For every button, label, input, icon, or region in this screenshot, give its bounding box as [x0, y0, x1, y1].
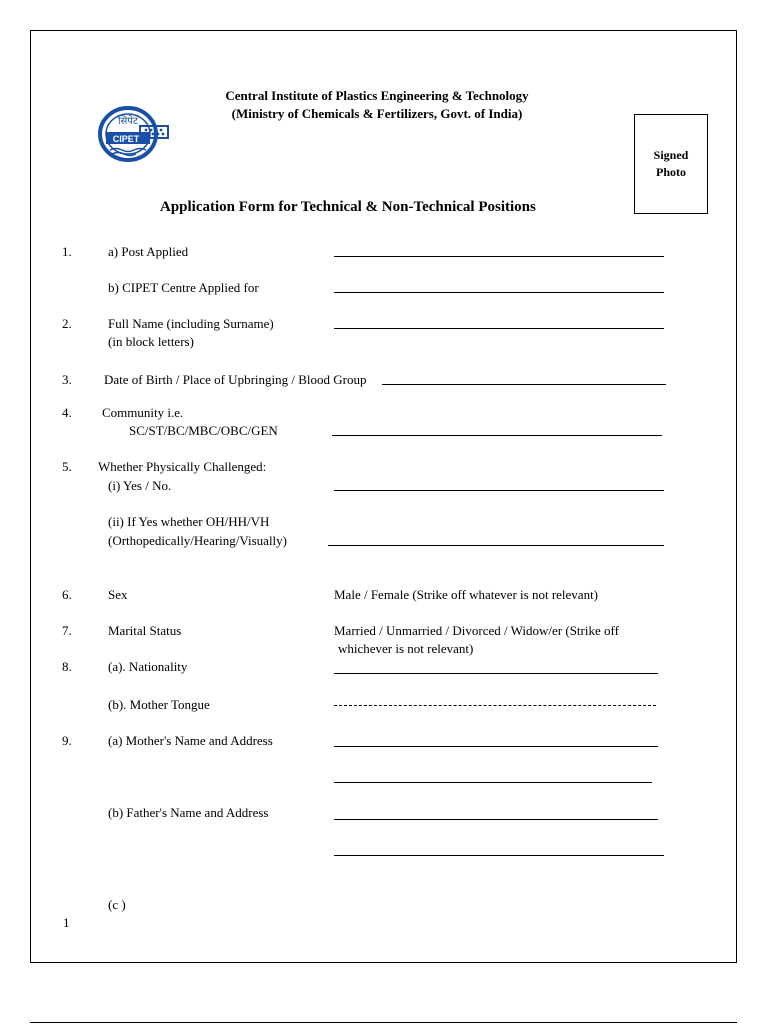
marital-status-note: whichever is not relevant)	[338, 641, 474, 656]
mother-name-label: (a) Mother's Name and Address	[108, 733, 273, 748]
disability-type-field[interactable]	[328, 545, 664, 546]
ministry-name: (Ministry of Chemicals & Fertilizers, Govt. of India)	[231, 106, 523, 121]
father-name-label: (b) Father's Name and Address	[108, 805, 269, 820]
marital-status-options[interactable]: Married / Unmarried / Divorced / Widow/er (Strike off	[334, 623, 619, 638]
full-name-field[interactable]	[334, 328, 664, 329]
page-number: 1	[63, 915, 70, 930]
community-label: Community i.e.	[102, 405, 184, 420]
marital-status-label: Marital Status	[108, 623, 182, 638]
photo-label-line2: Photo	[656, 165, 686, 179]
photo-label-line1: Signed	[653, 148, 689, 162]
sex-label: Sex	[108, 587, 128, 602]
centre-applied-label: b) CIPET Centre Applied for	[108, 280, 259, 295]
centre-applied-field[interactable]	[334, 292, 664, 293]
item-number-2: 2.	[62, 316, 72, 331]
yes-no-label: (i) Yes / No.	[108, 478, 172, 493]
institute-name: Central Institute of Plastics Engineering & Technology	[225, 88, 529, 103]
cipet-logo	[96, 104, 170, 164]
item-number-6: 6.	[62, 587, 72, 602]
dob-label: Date of Birth / Place of Upbringing / Blood Group	[104, 372, 367, 387]
item-number-3: 3.	[62, 372, 72, 387]
oh-hh-vh-label: (ii) If Yes whether OH/HH/VH	[108, 514, 270, 529]
item-number-5: 5.	[62, 459, 72, 474]
item-number-1: 1.	[62, 244, 72, 259]
item-number-8: 8.	[62, 659, 72, 674]
nationality-field[interactable]	[334, 673, 658, 674]
disability-type-label: (Orthopedically/Hearing/Visually)	[108, 533, 287, 548]
father-address-field-1[interactable]	[334, 819, 658, 820]
physically-challenged-label: Whether Physically Challenged:	[98, 459, 267, 474]
post-applied-field[interactable]	[334, 256, 664, 257]
nationality-label: (a). Nationality	[108, 659, 188, 674]
mother-address-field-1[interactable]	[334, 746, 658, 747]
mother-tongue-field[interactable]	[334, 705, 656, 706]
block-letters-note: (in block letters)	[108, 334, 194, 349]
full-name-label: Full Name (including Surname)	[108, 316, 274, 331]
item-number-9: 9.	[62, 733, 72, 748]
signed-photo-box	[634, 114, 708, 214]
father-address-field-2[interactable]	[334, 855, 664, 856]
dob-field[interactable]	[382, 384, 666, 385]
next-page-edge	[30, 1022, 737, 1023]
post-applied-label: a) Post Applied	[108, 244, 189, 259]
item-number-4: 4.	[62, 405, 72, 420]
form-title: Application Form for Technical & Non-Technical Positions	[160, 199, 536, 215]
community-options: SC/ST/BC/MBC/OBC/GEN	[129, 423, 278, 438]
sex-options[interactable]: Male / Female (Strike off whatever is not relevant)	[334, 587, 599, 602]
svg-text:सिपेट: सिपेट	[117, 116, 139, 127]
svg-text:CIPET: CIPET	[112, 134, 140, 144]
community-field[interactable]	[332, 435, 662, 436]
item-number-7: 7.	[62, 623, 72, 638]
mother-address-field-2[interactable]	[334, 782, 652, 783]
page-frame	[30, 30, 737, 963]
yes-no-field[interactable]	[334, 490, 664, 491]
mother-tongue-label: (b). Mother Tongue	[108, 697, 210, 712]
item-9c-label: (c )	[108, 897, 126, 912]
